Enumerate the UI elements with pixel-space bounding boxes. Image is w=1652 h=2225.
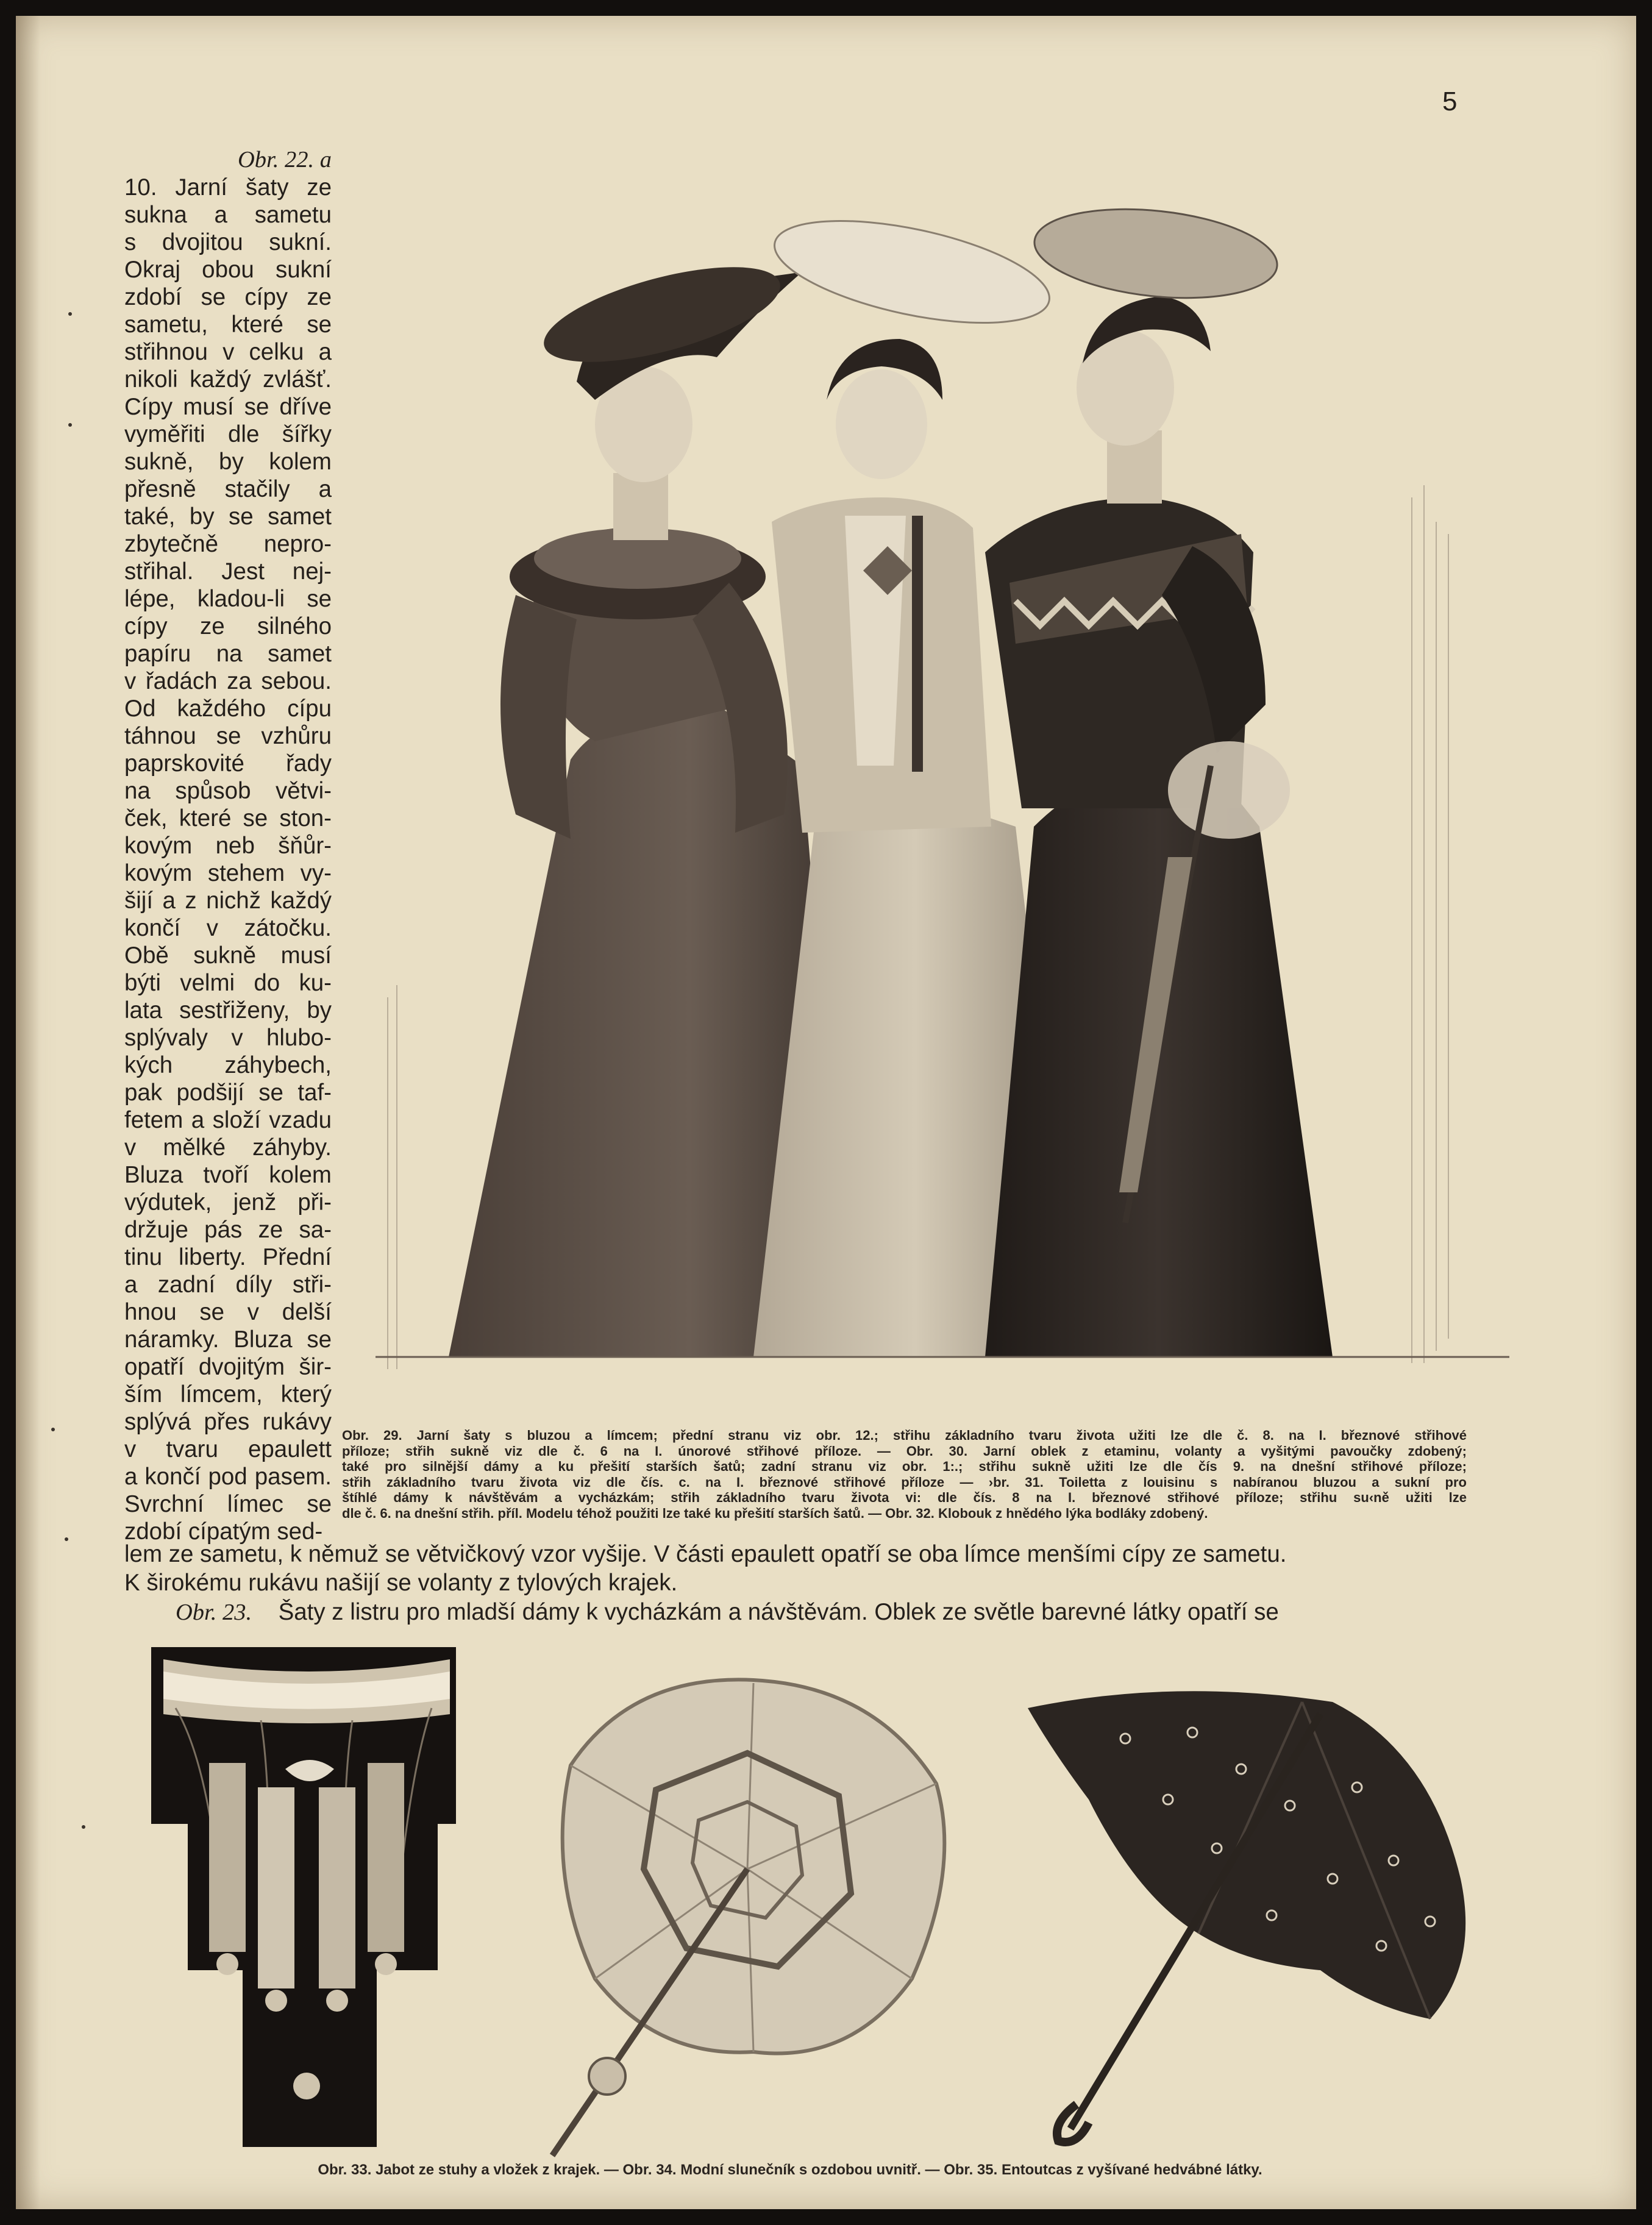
- column-line: papíru na samet: [124, 641, 332, 667]
- figure-caption-line: Obr. 29. Jarní šaty s bluzou a límcem; přední stranu viz obr. 12.; střihu základního tvaru života užiti lze dle č. 8. na I. březnové střihové: [342, 1428, 1467, 1443]
- stray-mark: [65, 1537, 68, 1541]
- column-line: Obr. 22. a: [237, 147, 332, 173]
- main-fashion-illustration: [376, 156, 1509, 1375]
- column-line: šijí a z nichž každý: [124, 888, 332, 914]
- continuation-line-3: [176, 1598, 1279, 1626]
- bottom-caption: Obr. 33. Jabot ze stuhy a vložek z krajek. — Obr. 34. Modní slunečník s ozdobou uvnitř. — Obr. 35. Entoutcas z vyšívané hedvábné látky.: [318, 2162, 1262, 2178]
- column-line: tinu liberty. Přední: [124, 1244, 332, 1270]
- column-line: splývá přes rukávy: [124, 1409, 332, 1435]
- figure-caption-line: dle č. 6. na dnešní střih. příl. Modelu téhož použiti lze také ku přešití starších šatů. — Obr. 32. Klobouk z hnědého lýka bodláky zdobený.: [342, 1505, 1208, 1521]
- stray-mark: [68, 423, 72, 427]
- stray-mark: [82, 1825, 85, 1829]
- column-line: střihal. Jest nej-: [124, 558, 332, 585]
- column-line: 10. Jarní šaty ze: [124, 174, 332, 201]
- column-line: Od každého cípu: [124, 696, 332, 722]
- column-line: nikoli každý zvlášť.: [124, 366, 332, 393]
- column-line: zdobí se cípy ze: [124, 284, 332, 310]
- figure-caption-line: příloze; střih sukně viz dle č. 6 na I. únorové střihové příloze. — Obr. 30. Jarní oblek z etaminu, volanty a vyšitými pavoučky zdobený;: [342, 1443, 1467, 1459]
- column-line: kých záhybech,: [124, 1052, 332, 1078]
- column-line: lata sestřiženy, by: [124, 997, 332, 1024]
- figure-caption-line: také pro silnější dámy a ku přešití starších šatů; zadní stranu viz obr. 1:.; střihu sukně užiti lze dle čís 9. na dnešní střihové příloze;: [342, 1459, 1467, 1474]
- column-line: lépe, kladou-li se: [124, 586, 332, 612]
- column-line: přesně stačily a: [124, 476, 332, 502]
- column-line: na spůsob větvi-: [124, 778, 332, 804]
- column-line: končí v zátočku.: [124, 915, 332, 941]
- continuation-line-2: K širokému rukávu našijí se volanty z tylových krajek.: [124, 1570, 678, 1596]
- column-line: býti velmi do ku-: [124, 970, 332, 996]
- column-line: sametu, které se: [124, 312, 332, 338]
- column-line: Okraj obou sukní: [124, 257, 332, 283]
- page-number: 5: [1442, 87, 1458, 116]
- column-line: v řadách za sebou.: [124, 668, 332, 694]
- column-line: také, by se samet: [124, 504, 332, 530]
- column-line: paprskovité řady: [124, 750, 332, 777]
- column-line: náramky. Bluza se: [124, 1326, 332, 1353]
- column-line: kovým neb šňůr-: [124, 833, 332, 859]
- column-line: Obě sukně musí: [124, 942, 332, 969]
- column-line: vyměřiti dle šířky: [124, 421, 332, 447]
- column-line: Cípy musí se dříve: [124, 394, 332, 420]
- column-line: s dvojitou sukní.: [124, 229, 332, 255]
- column-line: sukna a sametu: [124, 202, 332, 228]
- binding-shadow: [16, 16, 40, 2209]
- column-line: držuje pás ze sa-: [124, 1217, 332, 1243]
- figure-caption-line: štíhlé dámy k návštěvám a vycházkám; střih základního tvaru života vi: dle čís. 8 na I. březnové střihové příloze; střihu su‹ně užiti lze: [342, 1490, 1467, 1505]
- jabot-illustration: [151, 1647, 475, 2152]
- parasol-illustration: [534, 1662, 973, 2162]
- obr-23-text: Šaty z listru pro mladší dámy k vycházkám a návštěvám. Oblek ze světle barevné látky opatří se: [278, 1599, 1279, 1625]
- column-line: a končí pod pasem.: [124, 1464, 332, 1490]
- column-line: v tvaru epaulett: [124, 1436, 332, 1462]
- column-line: střihnou v celku a: [124, 339, 332, 365]
- figure-caption: [342, 1428, 1467, 1521]
- figure-caption-line: střih základního tvaru života viz dle čís. c. na I. březnové střihové příloze — ›br. 31. Toiletta z louisinu s nabíranou bluzou a sukní pro: [342, 1474, 1467, 1490]
- column-line: v mělké záhyby.: [124, 1134, 332, 1161]
- column-line: zbytečně nepro-: [124, 531, 332, 557]
- stray-mark: [51, 1428, 55, 1431]
- column-text: [124, 146, 332, 1545]
- continuation-line-1: lem ze sametu, k němuž se větvičkový vzor vyšije. V části epaulett opatří se oba límce menšími cípy ze sametu.: [124, 1541, 1287, 1567]
- column-line: opatří dvojitým šir-: [124, 1354, 332, 1380]
- column-line: kovým stehem vy-: [124, 860, 332, 886]
- stray-mark: [68, 312, 72, 316]
- column-line: ček, které se ston-: [124, 805, 332, 831]
- column-line: sukně, by kolem: [124, 449, 332, 475]
- column-line: hnou se v delší: [124, 1299, 332, 1325]
- column-line: cípy ze silného: [124, 613, 332, 639]
- column-line: pak podšijí se taf-: [124, 1080, 332, 1106]
- column-line: a zadní díly stři-: [124, 1272, 332, 1298]
- umbrella-illustration: [1016, 1678, 1491, 2147]
- column-line: výdutek, jenž při-: [124, 1189, 332, 1216]
- magazine-page: [16, 16, 1636, 2209]
- column-line: splývaly v hlubo-: [124, 1025, 332, 1051]
- column-line: zdobí cípatým sed-: [124, 1518, 323, 1545]
- column-line: Bluza tvoří kolem: [124, 1162, 332, 1188]
- column-line: Svrchní límec se: [124, 1491, 332, 1517]
- column-line: táhnou se vzhůru: [124, 723, 332, 749]
- column-line: fetem a složí vzadu: [124, 1107, 332, 1133]
- column-line: ším límcem, který: [124, 1381, 332, 1408]
- obr-23-label: Obr. 23.: [176, 1600, 252, 1625]
